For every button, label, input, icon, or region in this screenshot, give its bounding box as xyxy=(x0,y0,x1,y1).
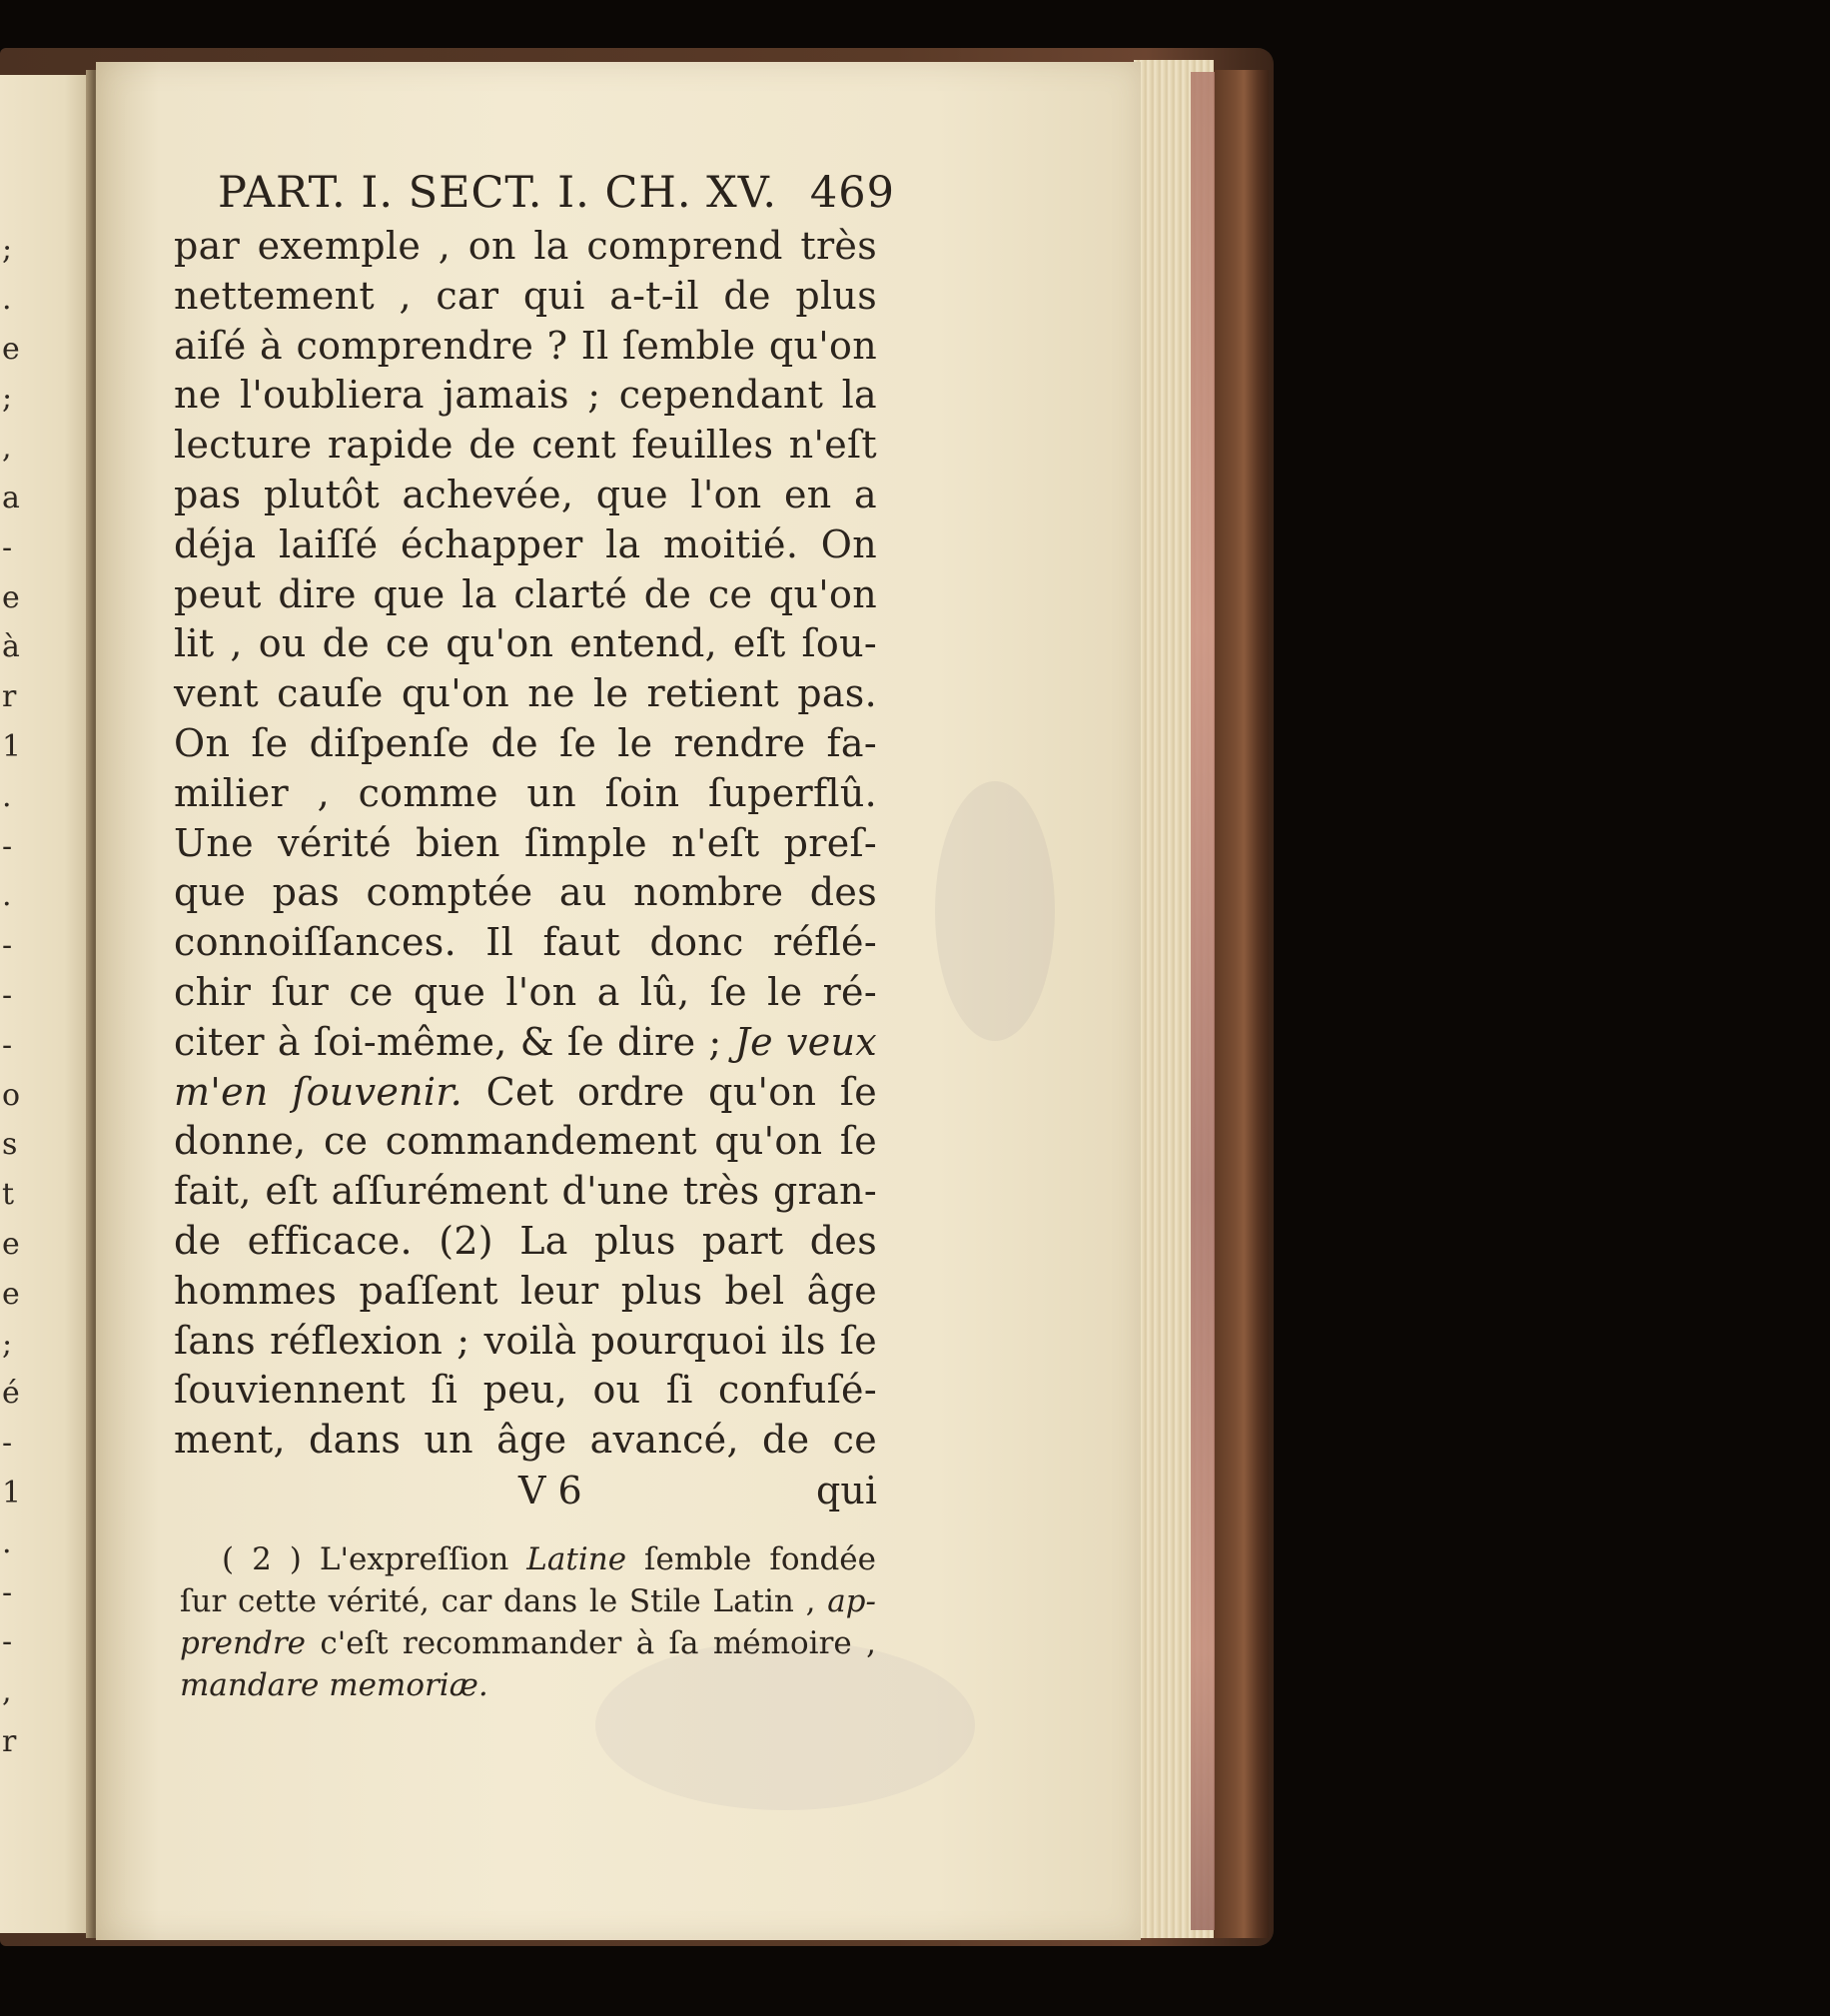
text-line: hommes paſſent leur plus bel âge xyxy=(174,1268,877,1313)
catchword: qui xyxy=(816,1469,877,1512)
left-page-fragment: ; xyxy=(2,232,13,267)
text-line: fait, eſt aſſurément d'une très gran- xyxy=(174,1169,877,1214)
left-page-fragment: . xyxy=(2,878,12,914)
left-page-fragment: a xyxy=(2,481,20,515)
left-page-fragment: ; xyxy=(2,381,13,417)
italic-segment: ap- xyxy=(827,1583,876,1619)
left-page-fragment: à xyxy=(2,629,20,665)
text-line: ſans réflexion ; voilà pourquoi ils ſe xyxy=(174,1318,877,1363)
text-line: nettement , car qui a-t-il de plus xyxy=(174,273,877,318)
left-page-fragment: o xyxy=(2,1077,21,1113)
left-page-fragment: 1 xyxy=(2,1476,22,1511)
text-segment: ſemble fondée xyxy=(644,1541,876,1577)
text-line: ment, dans un âge avancé, de ce xyxy=(174,1418,877,1463)
footnote-line xyxy=(180,1622,876,1664)
text-line: peut dire que la clarté de ce qu'on xyxy=(174,571,877,616)
left-page-fragment: . xyxy=(2,778,12,814)
left-page-fragment: e xyxy=(2,1276,20,1312)
text-segment: ( 2 ) L'expreſſion xyxy=(222,1541,509,1577)
text-line: chir ſur ce que l'on a lû, ſe le ré- xyxy=(174,969,877,1014)
left-page-fragment: - xyxy=(2,978,13,1013)
running-head xyxy=(218,168,895,226)
left-page-fragment: s xyxy=(2,1127,18,1163)
paper-stain xyxy=(935,781,1055,1041)
text-line: donne, ce commandement qu'on ſe xyxy=(174,1119,877,1164)
text-line: vent cauſe qu'on ne le retient pas. xyxy=(174,671,877,716)
italic-segment: mandare memoriæ. xyxy=(180,1667,488,1703)
text-line: lit , ou de ce qu'on entend, eſt ſou- xyxy=(174,621,877,666)
italic-segment: m'en ſouvenir. xyxy=(174,1069,463,1114)
left-page-fragment: r xyxy=(2,1724,17,1759)
red-page-edge xyxy=(1191,72,1215,1930)
text-line: Une vérité bien ſimple n'eſt preſ- xyxy=(174,820,877,865)
text-line: connoiſſances. Il faut donc réflé- xyxy=(174,920,877,965)
text-line: que pas comptée au nombre des xyxy=(174,870,877,915)
left-page-fragment: , xyxy=(2,431,12,467)
left-page-fragment: e xyxy=(2,1227,20,1262)
text-line: déja laiſſé échapper la moitié. On xyxy=(174,521,877,566)
body-text xyxy=(174,222,877,1466)
text-line: aiſé à comprendre ? Il ſemble qu'on xyxy=(174,323,877,368)
left-page-fragment: e xyxy=(2,579,20,615)
footnote-line xyxy=(180,1664,876,1706)
signature-line xyxy=(174,1466,877,1515)
running-head-text: PART. I. SECT. I. CH. XV. xyxy=(218,168,778,218)
text-line-with-italic xyxy=(174,1068,877,1118)
footnote xyxy=(180,1538,876,1706)
text-line: de efficace. (2) La plus part des xyxy=(174,1218,877,1263)
text-line: On ſe diſpenſe de ſe le rendre fa- xyxy=(174,720,877,765)
leather-binding-edge xyxy=(1214,70,1269,1938)
text-line: ſouviennent ſi peu, ou ſi confuſé- xyxy=(174,1368,877,1413)
left-page-fragment: - xyxy=(2,1426,13,1462)
italic-segment: prendre xyxy=(180,1625,306,1661)
left-page-fragment: - xyxy=(2,928,13,964)
text-segment: Cet ordre qu'on ſe xyxy=(485,1069,877,1114)
left-page-fragment: 1 xyxy=(2,729,22,764)
left-page-fragment: - xyxy=(2,1027,13,1063)
left-page-fragment: e xyxy=(2,331,20,367)
text-segment: c'eſt recommander à ſa mémoire , xyxy=(320,1625,876,1661)
text-segment: ſur cette vérité, car dans le Stile Latin , xyxy=(180,1583,816,1619)
text-line: lecture rapide de cent feuilles n'eſt xyxy=(174,423,877,468)
left-page-fragment: ; xyxy=(2,1326,13,1362)
page-number: 469 xyxy=(809,168,895,218)
text-line: milier , comme un ſoin ſuperflû. xyxy=(174,770,877,815)
text-line: ne l'oubliera jamais ; cependant la xyxy=(174,373,877,418)
left-page-fragment: t xyxy=(2,1177,15,1213)
footnote-line xyxy=(180,1580,876,1622)
signature-mark: V 6 xyxy=(518,1469,582,1512)
left-page-fragment: é xyxy=(2,1376,20,1412)
text-segment: citer à ſoi-même, & ſe dire ; xyxy=(174,1019,722,1064)
left-page-fragment: - xyxy=(2,1574,13,1610)
italic-segment: Je veux xyxy=(734,1019,877,1064)
left-page-fragment: - xyxy=(2,828,13,864)
footnote-line xyxy=(180,1538,876,1580)
left-page-fragment: - xyxy=(2,529,13,565)
left-page-fragment: r xyxy=(2,679,17,715)
text-line: par exemple , on la comprend très xyxy=(174,224,877,268)
left-page-fragment: - xyxy=(2,1624,13,1660)
left-page-fragment: . xyxy=(2,1524,12,1560)
left-page-fragment: , xyxy=(2,1674,12,1710)
text-line: pas plutôt achevée, que l'on en a xyxy=(174,472,877,516)
italic-segment: Latine xyxy=(526,1541,627,1577)
text-line-with-italic xyxy=(174,1018,877,1068)
left-page-fragment: . xyxy=(2,281,12,317)
